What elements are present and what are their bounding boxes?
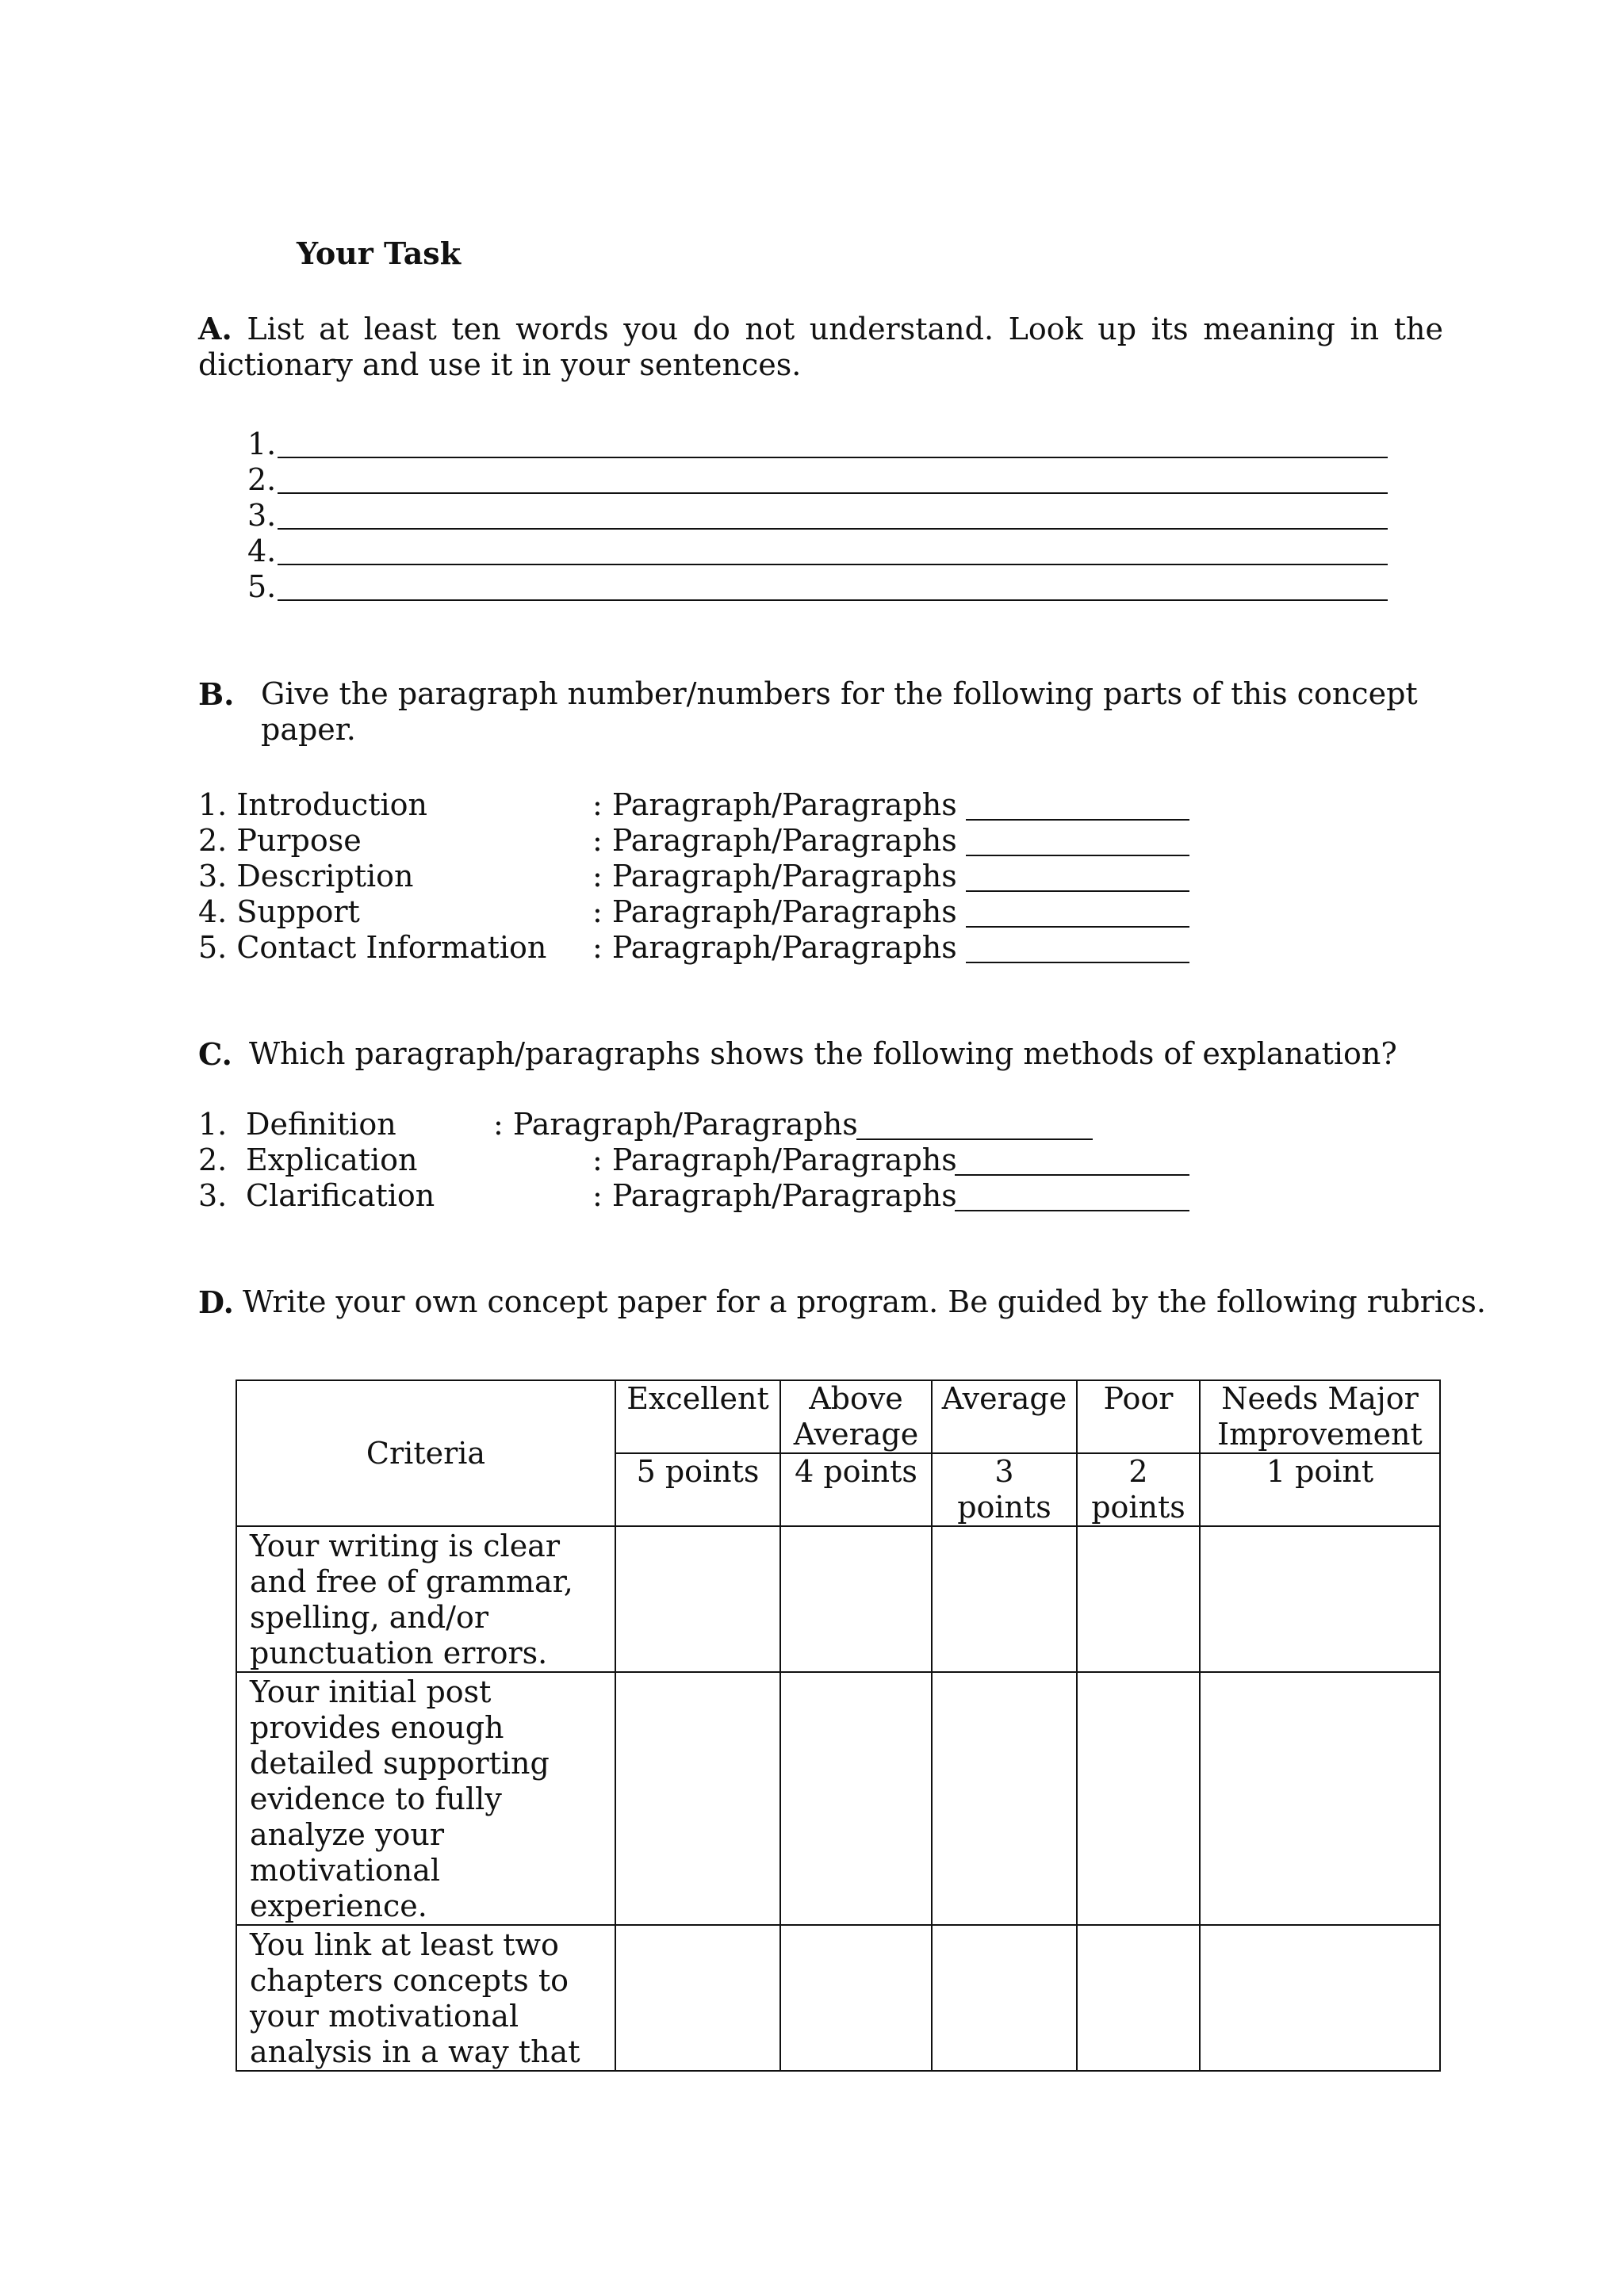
method-answer-blank[interactable] <box>955 1174 1189 1176</box>
section-b-label: B. <box>198 676 235 712</box>
method-answer-blank[interactable] <box>955 1210 1189 1211</box>
part-label-purpose: 2. Purpose <box>198 823 362 858</box>
part-answer-blank[interactable] <box>966 819 1189 821</box>
score-cell[interactable] <box>1077 1672 1200 1925</box>
score-cell[interactable] <box>1200 1925 1440 2071</box>
part-answer-blank[interactable] <box>966 855 1189 856</box>
part-label-contact: 5. Contact Information <box>198 930 547 965</box>
method-number: 3. <box>198 1178 228 1213</box>
method-answer-blank[interactable] <box>856 1138 1093 1140</box>
method-number: 1. <box>198 1107 228 1142</box>
part-answer-blank[interactable] <box>966 926 1189 928</box>
score-cell[interactable] <box>932 1672 1077 1925</box>
section-a-text: List at least ten words you do not understand. Look up its meaning in the dictionary and use it in your sentences. <box>198 312 1443 382</box>
criterion-text: Your writing is clear and free of grammar, spelling, and/or punctuation errors. <box>236 1526 615 1672</box>
part-answer-introduction: : Paragraph/Paragraphs <box>592 787 957 822</box>
rubric-table <box>236 1380 1441 2072</box>
criteria-header: Criteria <box>236 1380 615 1526</box>
points-needs-major-improvement: 1 point <box>1200 1453 1440 1526</box>
method-label-clarification: Clarification <box>246 1178 435 1213</box>
level-excellent: Excellent <box>615 1380 780 1453</box>
answer-line-number: 1. <box>247 427 277 461</box>
section-d-text: Write your own concept paper for a program. Be guided by the following rubrics. <box>243 1284 1486 1319</box>
answer-line-number: 2. <box>247 462 277 497</box>
part-answer-description: : Paragraph/Paragraphs <box>592 859 957 894</box>
score-cell[interactable] <box>1077 1925 1200 2071</box>
level-average: Average <box>932 1380 1077 1453</box>
section-b-text-line2: paper. <box>261 712 356 747</box>
part-answer-contact: : Paragraph/Paragraphs <box>592 930 957 965</box>
part-label-description: 3. Description <box>198 859 414 894</box>
points-poor: 2 points <box>1077 1453 1200 1526</box>
score-cell[interactable] <box>932 1925 1077 2071</box>
score-cell[interactable] <box>1200 1526 1440 1672</box>
section-a-label: A. <box>198 311 232 346</box>
section-c-label: C. <box>198 1036 232 1072</box>
points-above-average: 4 points <box>780 1453 932 1526</box>
method-answer-definition: : Paragraph/Paragraphs <box>493 1107 858 1142</box>
section-c-text: Which paragraph/paragraphs shows the following methods of explanation? <box>249 1036 1397 1071</box>
rubric-row <box>236 1526 1440 1672</box>
part-label-introduction: 1. Introduction <box>198 787 427 822</box>
page-title: Your Task <box>297 235 462 271</box>
part-answer-support: : Paragraph/Paragraphs <box>592 894 957 929</box>
part-answer-blank[interactable] <box>966 962 1189 963</box>
method-number: 2. <box>198 1142 228 1177</box>
method-answer-clarification: : Paragraph/Paragraphs <box>592 1178 957 1213</box>
score-cell[interactable] <box>780 1672 932 1925</box>
score-cell[interactable] <box>780 1925 932 2071</box>
method-label-definition: Definition <box>246 1107 396 1142</box>
rubric-row <box>236 1925 1440 2071</box>
section-b-text-line1: Give the paragraph number/numbers for the following parts of this concept <box>261 676 1418 711</box>
level-poor: Poor <box>1077 1380 1200 1453</box>
score-cell[interactable] <box>932 1526 1077 1672</box>
method-label-explication: Explication <box>246 1142 418 1177</box>
level-above-average: Above Average <box>780 1380 932 1453</box>
section-a-instructions <box>198 311 1443 383</box>
part-label-support: 4. Support <box>198 894 360 929</box>
score-cell[interactable] <box>780 1526 932 1672</box>
rubric-row <box>236 1672 1440 1925</box>
criterion-text: Your initial post provides enough detailed supporting evidence to fully analyze your motivational experience. <box>236 1672 615 1925</box>
part-answer-purpose: : Paragraph/Paragraphs <box>592 823 957 858</box>
answer-line-number: 3. <box>247 498 277 533</box>
points-average: 3 points <box>932 1453 1077 1526</box>
level-needs-major-improvement: Needs Major Improvement <box>1200 1380 1440 1453</box>
score-cell[interactable] <box>615 1526 780 1672</box>
answer-line-number: 4. <box>247 534 277 568</box>
criterion-text: You link at least two chapters concepts to your motivational analysis in a way that <box>236 1925 615 2071</box>
method-answer-explication: : Paragraph/Paragraphs <box>592 1142 957 1177</box>
section-d-label: D. <box>198 1284 234 1320</box>
answer-line-number: 5. <box>247 569 277 604</box>
score-cell[interactable] <box>1077 1526 1200 1672</box>
score-cell[interactable] <box>1200 1672 1440 1925</box>
points-excellent: 5 points <box>615 1453 780 1526</box>
score-cell[interactable] <box>615 1672 780 1925</box>
part-answer-blank[interactable] <box>966 890 1189 892</box>
score-cell[interactable] <box>615 1925 780 2071</box>
